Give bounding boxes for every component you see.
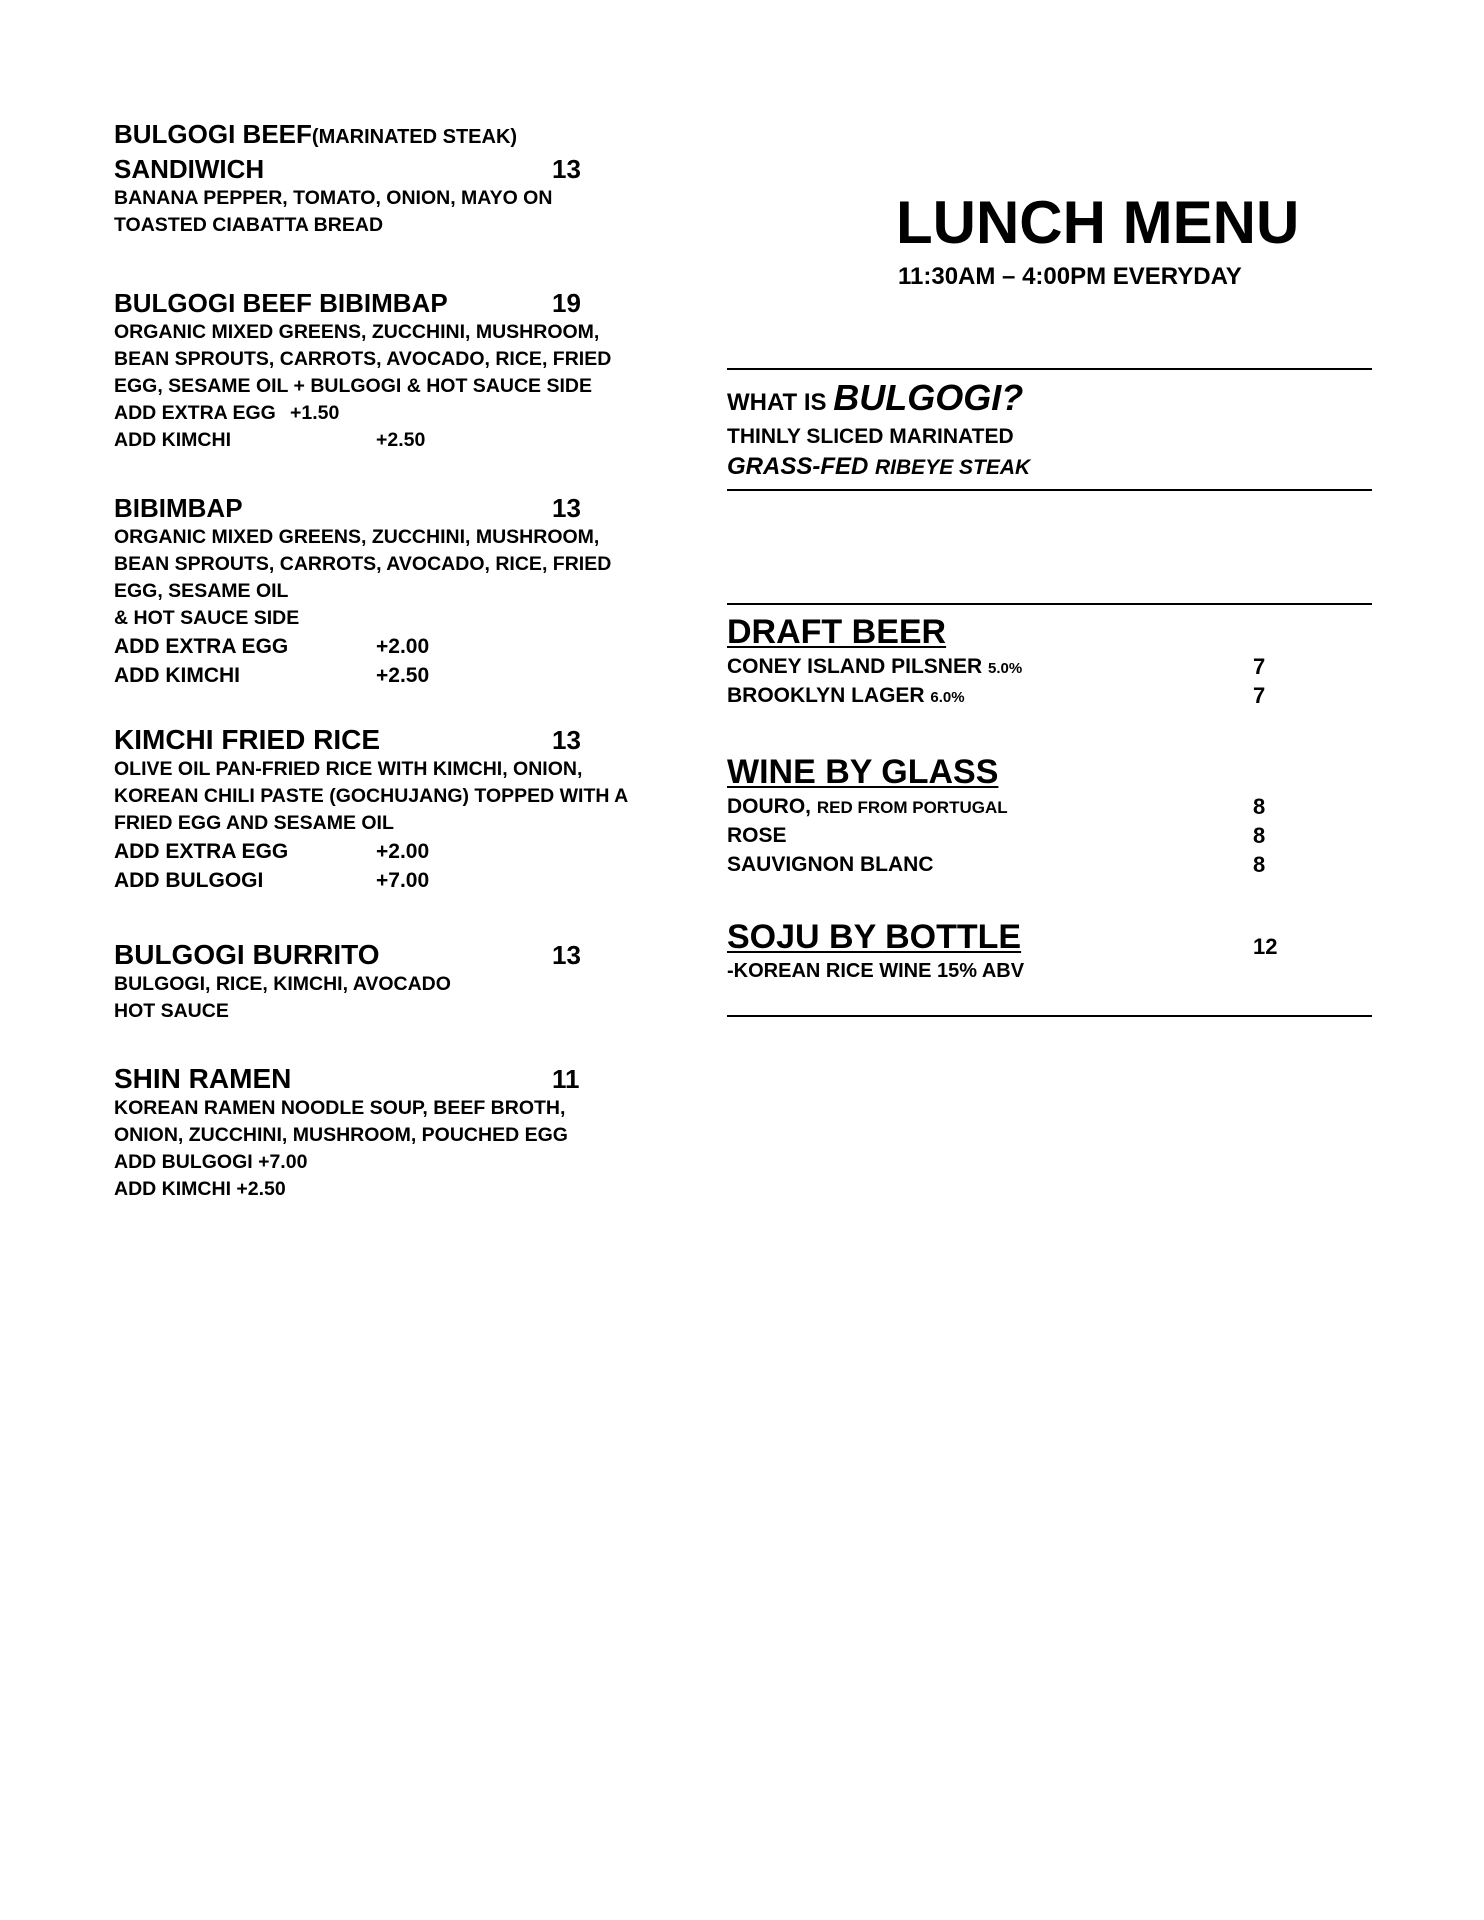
item-price: 13 [552,940,581,970]
drink-price: 7 [1253,654,1266,679]
item-description: ORGANIC MIXED GREENS, ZUCCHINI, MUSHROOM, BEAN SPROUTS, CARROTS, AVOCADO, RICE, FRIED EGG, SESAME OIL & HOT SAUCE SIDE [114,526,612,629]
addon-price: +2.50 [376,664,430,687]
addon-label: ADD KIMCHI [114,664,240,687]
soju-description: -KOREAN RICE WINE 15% ABV [727,960,1025,982]
drink-note: 6.0% [930,689,965,706]
drink-name: SAUVIGNON BLANC [727,853,934,876]
addon-label: ADD EXTRA EGG [114,635,289,658]
addon-price: +2.00 [376,635,430,658]
drink-note: RED FROM PORTUGAL [816,798,1008,817]
drink-price: 8 [1253,794,1266,819]
item-name: BULGOGI BURRITO [114,939,380,970]
drink-row [727,850,1372,879]
item-name: BULGOGI BEEF [114,119,312,149]
menu-item-bulgogi-bibimbap [114,287,674,454]
addon-price: +7.00 [376,869,430,892]
addon-row [114,427,674,454]
item-name-note: (MARINATED STEAK) [311,126,518,148]
divider [727,489,1372,491]
what-is-prefix: WHAT IS [727,389,834,416]
addon-row [114,632,674,661]
item-price: 13 [552,154,581,184]
drink-price: 8 [1253,852,1266,877]
what-is-line2-b: RIBEYE STEAK [875,456,1031,479]
wine-section [727,752,1372,879]
draft-beer-section [727,612,1372,710]
item-description: BANANA PEPPER, TOMATO, ONION, MAYO ON TOASTED CIABATTA BREAD [114,187,553,236]
divider [727,1015,1372,1017]
what-is-line2-a: GRASS-FED [727,453,876,480]
item-name: KIMCHI FRIED RICE [114,724,380,755]
drink-name: BROOKLYN LAGER [727,684,931,707]
drink-row [727,792,1372,821]
item-price: 13 [552,493,581,523]
menu-item-shin-ramen [114,1063,674,1203]
item-name: SHIN RAMEN [114,1063,292,1094]
section-heading: DRAFT BEER [727,613,947,651]
item-description: OLIVE OIL PAN-FRIED RICE WITH KIMCHI, ONION, KOREAN CHILI PASTE (GOCHUJANG) TOPPED WITH A FRIED EGG AND SESAME OIL [114,758,629,834]
addon-price: +2.50 [376,429,426,451]
lunch-hours: 11:30AM – 4:00PM EVERYDAY [898,263,1242,290]
item-name: BULGOGI BEEF BIBIMBAP [114,288,448,318]
item-description: ORGANIC MIXED GREENS, ZUCCHINI, MUSHROOM, BEAN SPROUTS, CARROTS, AVOCADO, RICE, FRIED EGG, SESAME OIL + BULGOGI & HOT SAUCE SIDE [114,321,612,397]
divider [727,603,1372,605]
addon-label: ADD BULGOGI [114,869,264,892]
soju-section [727,917,1372,985]
section-heading: WINE BY GLASS [727,753,999,791]
item-description: BULGOGI, RICE, KIMCHI, AVOCADO HOT SAUCE [114,973,451,1022]
addon-row [114,661,674,690]
drink-name: ROSE [727,824,787,847]
what-is-bulgogi-box [727,378,1372,484]
what-is-line1: THINLY SLICED MARINATED [727,425,1014,448]
drink-name: DOURO, [727,795,817,818]
menu-item-bulgogi-burrito [114,939,674,1025]
addon-label: ADD KIMCHI [114,429,231,451]
addon-row [114,400,674,427]
addon-label: ADD EXTRA EGG [114,402,276,424]
item-price: 11 [552,1064,580,1094]
addon-price: +2.00 [376,840,430,863]
divider [727,368,1372,370]
menu-item-bibimbap [114,492,674,690]
drink-note: 5.0% [987,660,1023,677]
addon-price: +1.50 [290,402,340,424]
item-price: 19 [552,288,581,318]
drink-row [727,821,1372,850]
item-description: KOREAN RAMEN NOODLE SOUP, BEEF BROTH, ONION, ZUCCHINI, MUSHROOM, POUCHED EGG ADD BULGOGI +7.00 ADD KIMCHI +2.50 [114,1097,568,1200]
drink-price: 8 [1253,823,1266,848]
item-price: 13 [552,725,581,755]
section-heading: SOJU BY BOTTLE [727,918,1022,956]
drink-name: CONEY ISLAND PILSNER [727,655,988,678]
addon-label: ADD EXTRA EGG [114,840,289,863]
what-is-word: BULGOGI? [833,377,1024,418]
drink-row [727,652,1372,681]
menu-item-kimchi-fried-rice [114,724,674,895]
food-column [114,118,674,1241]
item-name-line2: SANDIWICH [114,154,265,184]
page-title: LUNCH MENU [896,189,1300,256]
addon-row [114,837,674,866]
drink-price: 7 [1253,683,1266,708]
drink-row [727,681,1372,710]
item-name: BIBIMBAP [114,493,243,523]
addon-row [114,866,674,895]
drink-price: 12 [1253,934,1278,959]
menu-item-bulgogi-sandwich [114,118,674,239]
